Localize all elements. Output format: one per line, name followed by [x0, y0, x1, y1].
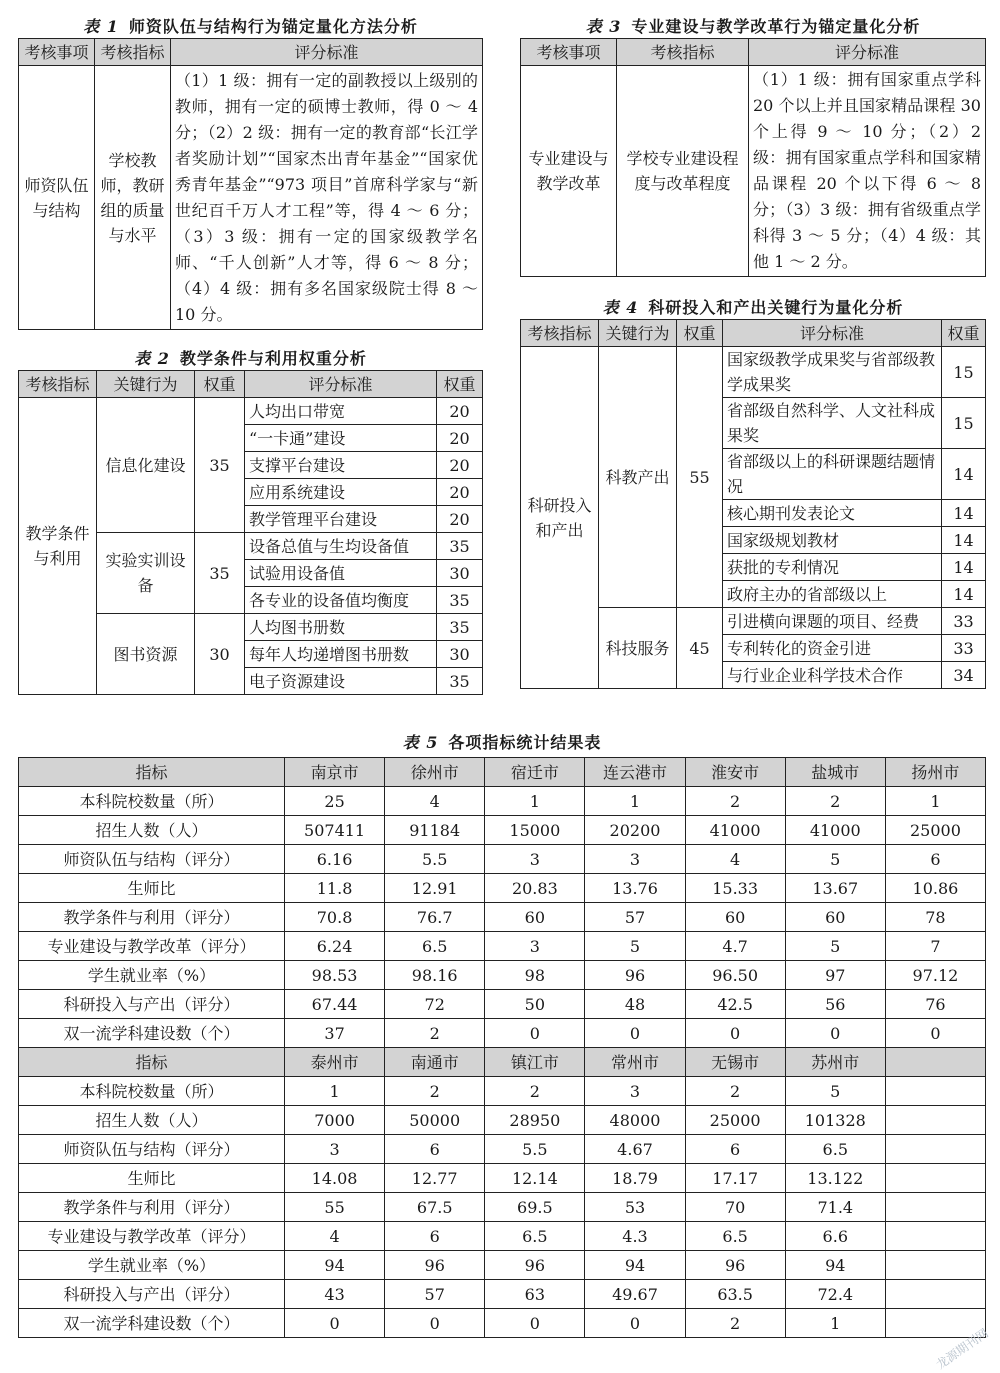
t4-item-weight: 15 [942, 347, 986, 398]
t2-standard: 各专业的设备值均衡度 [245, 587, 437, 614]
t2-item-weight: 35 [437, 614, 483, 641]
t2-behavior-weight: 35 [195, 398, 245, 533]
t5-cell: 48000 [585, 1106, 685, 1135]
t5-cell: 4 [385, 787, 485, 816]
t5-row [19, 1077, 986, 1106]
t2-item-weight: 20 [437, 479, 483, 506]
t5-cell: 4.7 [685, 932, 785, 961]
t5-cell: 18.79 [585, 1164, 685, 1193]
t5-cell: 2 [385, 1019, 485, 1048]
table1-number: 表 1 [83, 17, 119, 36]
t5-cell: 97 [785, 961, 885, 990]
t5-row [19, 787, 986, 816]
t5-row-label: 生师比 [19, 874, 285, 903]
t5-cell: 98.53 [285, 961, 385, 990]
t4-item-weight: 34 [942, 662, 986, 689]
t5-cell: 63 [485, 1280, 585, 1309]
t5-cell: 96 [585, 961, 685, 990]
t5-city-header: 南通市 [385, 1048, 485, 1077]
t5-cell: 94 [285, 1251, 385, 1280]
t5-city-header: 泰州市 [285, 1048, 385, 1077]
t5-cell: 50000 [385, 1106, 485, 1135]
t4-standard: 核心期刊发表论文 [723, 500, 942, 527]
t1-header-indicator: 考核指标 [95, 39, 171, 66]
t5-row-label: 本科院校数量（所） [19, 787, 285, 816]
t2-standard: 人均图书册数 [245, 614, 437, 641]
t5-city-header: 镇江市 [485, 1048, 585, 1077]
t5-cell: 57 [585, 903, 685, 932]
t4-standard: 专利转化的资金引进 [723, 635, 942, 662]
t5-city-header [885, 1048, 985, 1077]
t2-behavior-weight: 35 [195, 533, 245, 614]
t5-row-label: 学生就业率（%） [19, 961, 285, 990]
t5-row-label: 双一流学科建设数（个） [19, 1019, 285, 1048]
t2-standard: 支撑平台建设 [245, 452, 437, 479]
t5-cell: 71.4 [785, 1193, 885, 1222]
t5-cell: 15.33 [685, 874, 785, 903]
t4-behavior: 科技服务 [599, 608, 677, 689]
table4-number: 表 4 [602, 298, 639, 317]
t5-cell: 5 [785, 932, 885, 961]
t5-cell: 5 [585, 932, 685, 961]
t5-cell: 1 [485, 787, 585, 816]
t5-cell: 0 [385, 1309, 485, 1338]
watermark: 龙源期刊网 [933, 1325, 991, 1372]
t5-cell: 41000 [685, 816, 785, 845]
table4-title: 科研投入和产出关键行为量化分析 [648, 298, 904, 317]
t5-cell: 72 [385, 990, 485, 1019]
t5-cell: 41000 [785, 816, 885, 845]
t2-item-weight: 20 [437, 398, 483, 425]
t5-cell: 4.67 [585, 1135, 685, 1164]
t5-cell: 6.5 [785, 1135, 885, 1164]
t5-cell: 94 [585, 1251, 685, 1280]
t2-header-indicator: 考核指标 [19, 371, 97, 398]
t5-row-label: 学生就业率（%） [19, 1251, 285, 1280]
t5-cell: 5.5 [385, 845, 485, 874]
t5-row-label: 专业建设与教学改革（评分） [19, 1222, 285, 1251]
t4-standard: 国家级教学成果奖与省部级教学成果奖 [723, 347, 942, 398]
t5-row-label: 招生人数（人） [19, 1106, 285, 1135]
t2-item-weight: 20 [437, 506, 483, 533]
t4-header-behavior: 关键行为 [599, 320, 677, 347]
t5-cell: 1 [885, 787, 985, 816]
t4-header-indicator: 考核指标 [521, 320, 599, 347]
t5-cell: 94 [785, 1251, 885, 1280]
t4-item-weight: 33 [942, 635, 986, 662]
t1-standard: （1）1 级：拥有一定的副教授以上级别的教师，拥有一定的硕博士教师，得 0 ～ 4 分；（2）2 级：拥有一定的教育部“长江学者奖励计划”“国家杰出青年基金”“国家优秀青年基金”“973 项目”首席科学家与“新世纪百千万人才工程”等，得 4 ～ 6 分；（3）3 级：拥有一定的国家级教学名师、“千人创新”人才等，得 6 ～ 8 分；（4）4 级：拥有多名国家级院士得 8 ～ 10 分。 [171, 66, 483, 330]
t5-cell: 4 [285, 1222, 385, 1251]
t2-item-weight: 35 [437, 587, 483, 614]
t5-cell: 6.24 [285, 932, 385, 961]
t4-header-standard: 评分标准 [723, 320, 942, 347]
t4-standard: 政府主办的省部级以上 [723, 581, 942, 608]
table2 [18, 370, 483, 695]
t4-standard: 引进横向课题的项目、经费 [723, 608, 942, 635]
t5-cell: 25000 [685, 1106, 785, 1135]
t5-cell: 13.122 [785, 1164, 885, 1193]
table3-number: 表 3 [585, 17, 622, 36]
t5-cell: 63.5 [685, 1280, 785, 1309]
t2-row [19, 398, 483, 425]
t5-row [19, 1280, 986, 1309]
t5-cell: 0 [585, 1309, 685, 1338]
t2-standard: 设备总值与生均设备值 [245, 533, 437, 560]
t5-cell: 2 [785, 787, 885, 816]
t2-item-weight: 35 [437, 668, 483, 695]
t5-cell: 91184 [385, 816, 485, 845]
t5-cell: 69.5 [485, 1193, 585, 1222]
t5-row-label: 双一流学科建设数（个） [19, 1309, 285, 1338]
t5-cell: 76 [885, 990, 985, 1019]
t5-row [19, 1164, 986, 1193]
table5 [18, 757, 986, 1338]
t5-cell [885, 1280, 985, 1309]
t5-cell: 6.5 [485, 1222, 585, 1251]
t5-city-header: 盐城市 [785, 758, 885, 787]
table4-caption [520, 295, 986, 318]
table2-number: 表 2 [134, 349, 170, 368]
t5-row-label: 教学条件与利用（评分） [19, 903, 285, 932]
table4 [520, 319, 986, 689]
t2-item-weight: 20 [437, 452, 483, 479]
t5-cell: 60 [485, 903, 585, 932]
t5-city-header: 常州市 [585, 1048, 685, 1077]
t5-cell: 76.7 [385, 903, 485, 932]
t5-cell: 20200 [585, 816, 685, 845]
table3 [520, 38, 986, 277]
t5-cell: 28950 [485, 1106, 585, 1135]
t5-cell: 5.5 [485, 1135, 585, 1164]
table3-title: 专业建设与教学改革行为锚定量化分析 [631, 17, 921, 36]
t5-cell: 101328 [785, 1106, 885, 1135]
t5-cell: 60 [785, 903, 885, 932]
t5-cell: 2 [685, 1309, 785, 1338]
t5-cell: 56 [785, 990, 885, 1019]
t5-row [19, 932, 986, 961]
t5-cell: 96 [485, 1251, 585, 1280]
t4-standard: 省部级以上的科研课题结题情况 [723, 449, 942, 500]
t2-standard: 试验用设备值 [245, 560, 437, 587]
t5-cell: 5 [785, 845, 885, 874]
t5-row [19, 1222, 986, 1251]
t5-cell [885, 1135, 985, 1164]
t2-behavior: 信息化建设 [97, 398, 195, 533]
t5-row [19, 990, 986, 1019]
t1-item: 师资队伍与结构 [19, 66, 95, 330]
t5-cell: 25000 [885, 816, 985, 845]
table2-caption [18, 346, 483, 369]
t5-cell: 96 [685, 1251, 785, 1280]
t4-item-weight: 14 [942, 500, 986, 527]
t4-indicator: 科研投入和产出 [521, 347, 599, 689]
t1-indicator: 学校教师，教研组的质量与水平 [95, 66, 171, 330]
t5-cell: 0 [685, 1019, 785, 1048]
t5-cell: 6.6 [785, 1222, 885, 1251]
t5-cell: 3 [485, 932, 585, 961]
t2-standard: 电子资源建设 [245, 668, 437, 695]
t5-cell: 12.77 [385, 1164, 485, 1193]
t5-cell: 70.8 [285, 903, 385, 932]
t5-cell: 70 [685, 1193, 785, 1222]
t5-row [19, 1135, 986, 1164]
t5-cell: 12.14 [485, 1164, 585, 1193]
t5-cell: 15000 [485, 816, 585, 845]
t5-cell: 48 [585, 990, 685, 1019]
t5-city-header: 连云港市 [585, 758, 685, 787]
t5-row [19, 961, 986, 990]
t2-item-weight: 35 [437, 533, 483, 560]
t5-cell: 1 [585, 787, 685, 816]
t5-row-label: 教学条件与利用（评分） [19, 1193, 285, 1222]
t5-row-label: 生师比 [19, 1164, 285, 1193]
table1 [18, 38, 483, 330]
t5-cell [885, 1164, 985, 1193]
t5-cell: 1 [785, 1309, 885, 1338]
t5-cell: 6.16 [285, 845, 385, 874]
t5-cell: 3 [485, 845, 585, 874]
t5-row-label: 师资队伍与结构（评分） [19, 845, 285, 874]
table1-caption [18, 14, 483, 37]
t5-cell: 6 [685, 1135, 785, 1164]
t5-cell: 97.12 [885, 961, 985, 990]
t5-cell: 0 [885, 1019, 985, 1048]
t5-cell: 7000 [285, 1106, 385, 1135]
t2-behavior-weight: 30 [195, 614, 245, 695]
t3-item: 专业建设与教学改革 [521, 66, 617, 277]
t2-header-item-weight: 权重 [437, 371, 483, 398]
t5-cell: 11.8 [285, 874, 385, 903]
table5-number: 表 5 [402, 733, 439, 752]
t4-behavior-weight: 45 [677, 608, 723, 689]
t5-cell: 17.17 [685, 1164, 785, 1193]
t5-cell: 507411 [285, 816, 385, 845]
t4-item-weight: 14 [942, 527, 986, 554]
t5-cell: 0 [285, 1309, 385, 1338]
t5-cell: 20.83 [485, 874, 585, 903]
t5-row-label: 本科院校数量（所） [19, 1077, 285, 1106]
t2-standard: “一卡通”建设 [245, 425, 437, 452]
t5-cell: 2 [385, 1077, 485, 1106]
t5-row-label: 招生人数（人） [19, 816, 285, 845]
t5-row-label: 科研投入与产出（评分） [19, 990, 285, 1019]
t5-cell: 3 [285, 1135, 385, 1164]
t5-cell [885, 1222, 985, 1251]
t5-cell: 96 [385, 1251, 485, 1280]
t2-item-weight: 30 [437, 641, 483, 668]
t5-cell [885, 1251, 985, 1280]
t5-row-label: 专业建设与教学改革（评分） [19, 932, 285, 961]
t5-cell: 55 [285, 1193, 385, 1222]
t2-header-weight: 权重 [195, 371, 245, 398]
table3-caption [520, 14, 986, 37]
t5-header-label: 指标 [19, 1048, 285, 1077]
t5-row [19, 1251, 986, 1280]
t5-cell: 10.86 [885, 874, 985, 903]
table5-caption [18, 730, 986, 753]
t5-row [19, 1019, 986, 1048]
t5-cell: 67.5 [385, 1193, 485, 1222]
t5-row [19, 1106, 986, 1135]
t5-city-header: 扬州市 [885, 758, 985, 787]
t5-cell: 0 [485, 1309, 585, 1338]
t5-cell: 2 [685, 787, 785, 816]
t5-cell: 6 [885, 845, 985, 874]
t5-cell: 0 [485, 1019, 585, 1048]
t5-cell: 42.5 [685, 990, 785, 1019]
t5-cell: 1 [285, 1077, 385, 1106]
t5-cell [885, 1106, 985, 1135]
t5-cell: 12.91 [385, 874, 485, 903]
t3-header-item: 考核事项 [521, 39, 617, 66]
t2-standard: 每年人均递增图书册数 [245, 641, 437, 668]
t5-cell: 0 [585, 1019, 685, 1048]
t3-header-standard: 评分标准 [749, 39, 986, 66]
t5-row [19, 816, 986, 845]
t2-item-weight: 20 [437, 425, 483, 452]
t5-header-row [19, 1048, 986, 1077]
t5-cell: 53 [585, 1193, 685, 1222]
t5-city-header: 苏州市 [785, 1048, 885, 1077]
table2-title: 教学条件与利用权重分析 [179, 349, 367, 368]
t5-cell: 98 [485, 961, 585, 990]
t5-cell: 50 [485, 990, 585, 1019]
t5-city-header: 淮安市 [685, 758, 785, 787]
t5-cell: 43 [285, 1280, 385, 1309]
t4-header-item-weight: 权重 [942, 320, 986, 347]
t5-row-label: 师资队伍与结构（评分） [19, 1135, 285, 1164]
table1-title: 师资队伍与结构行为锚定量化方法分析 [128, 17, 418, 36]
t2-behavior: 实验实训设备 [97, 533, 195, 614]
t4-item-weight: 14 [942, 554, 986, 581]
t4-item-weight: 14 [942, 581, 986, 608]
t5-cell: 96.50 [685, 961, 785, 990]
t5-cell [885, 1077, 985, 1106]
t3-standard: （1）1 级：拥有国家重点学科 20 个以上并且国家精品课程 30 个上得 9 ～ 10 分；（2）2 级：拥有国家重点学科和国家精品课程 20 个以下得 6 ～ 8 分；（3）3 级：拥有省级重点学科得 3 ～ 5 分；（4）4 级：其他 1 ～ 2 分。 [749, 66, 986, 277]
t5-cell: 13.67 [785, 874, 885, 903]
t5-row [19, 845, 986, 874]
t5-cell: 6.5 [685, 1222, 785, 1251]
t5-row [19, 1193, 986, 1222]
t5-row [19, 1309, 986, 1338]
t5-cell: 78 [885, 903, 985, 932]
t4-behavior-weight: 55 [677, 347, 723, 608]
t5-cell: 14.08 [285, 1164, 385, 1193]
t5-cell: 72.4 [785, 1280, 885, 1309]
t5-header-label: 指标 [19, 758, 285, 787]
t4-standard: 国家级规划教材 [723, 527, 942, 554]
t2-indicator: 教学条件与利用 [19, 398, 97, 695]
t5-row-label: 科研投入与产出（评分） [19, 1280, 285, 1309]
t5-cell: 25 [285, 787, 385, 816]
t5-row [19, 874, 986, 903]
t5-cell [885, 1193, 985, 1222]
t4-standard: 与行业企业科学技术合作 [723, 662, 942, 689]
t2-standard: 人均出口带宽 [245, 398, 437, 425]
t5-cell: 98.16 [385, 961, 485, 990]
t5-city-header: 南京市 [285, 758, 385, 787]
t5-cell: 3 [585, 845, 685, 874]
t5-header-row [19, 758, 986, 787]
t5-cell: 37 [285, 1019, 385, 1048]
t5-cell: 3 [585, 1077, 685, 1106]
t5-cell: 49.67 [585, 1280, 685, 1309]
t5-cell: 4 [685, 845, 785, 874]
t5-cell: 67.44 [285, 990, 385, 1019]
t4-header-weight: 权重 [677, 320, 723, 347]
t4-standard: 省部级自然科学、人文社科成果奖 [723, 398, 942, 449]
t4-item-weight: 33 [942, 608, 986, 635]
t3-header-indicator: 考核指标 [617, 39, 749, 66]
t4-standard: 获批的专利情况 [723, 554, 942, 581]
t5-cell: 2 [485, 1077, 585, 1106]
t4-row [521, 347, 986, 398]
t5-cell: 0 [785, 1019, 885, 1048]
t1-header-standard: 评分标准 [171, 39, 483, 66]
t5-city-header: 徐州市 [385, 758, 485, 787]
t4-item-weight: 14 [942, 449, 986, 500]
t5-cell: 7 [885, 932, 985, 961]
t4-item-weight: 15 [942, 398, 986, 449]
t4-behavior: 科教产出 [599, 347, 677, 608]
t1-header-item: 考核事项 [19, 39, 95, 66]
t5-row [19, 903, 986, 932]
t2-standard: 教学管理平台建设 [245, 506, 437, 533]
t3-indicator: 学校专业建设程度与改革程度 [617, 66, 749, 277]
t2-behavior: 图书资源 [97, 614, 195, 695]
t2-header-standard: 评分标准 [245, 371, 437, 398]
t2-header-behavior: 关键行为 [97, 371, 195, 398]
t5-cell: 5 [785, 1077, 885, 1106]
t5-cell: 57 [385, 1280, 485, 1309]
t5-cell: 4.3 [585, 1222, 685, 1251]
t5-cell: 6 [385, 1135, 485, 1164]
t5-cell: 60 [685, 903, 785, 932]
t5-cell: 2 [685, 1077, 785, 1106]
t2-item-weight: 30 [437, 560, 483, 587]
t5-cell: 6 [385, 1222, 485, 1251]
t5-cell: 13.76 [585, 874, 685, 903]
t5-cell: 6.5 [385, 932, 485, 961]
t2-standard: 应用系统建设 [245, 479, 437, 506]
t5-city-header: 宿迁市 [485, 758, 585, 787]
t5-city-header: 无锡市 [685, 1048, 785, 1077]
table5-title: 各项指标统计结果表 [448, 733, 602, 752]
